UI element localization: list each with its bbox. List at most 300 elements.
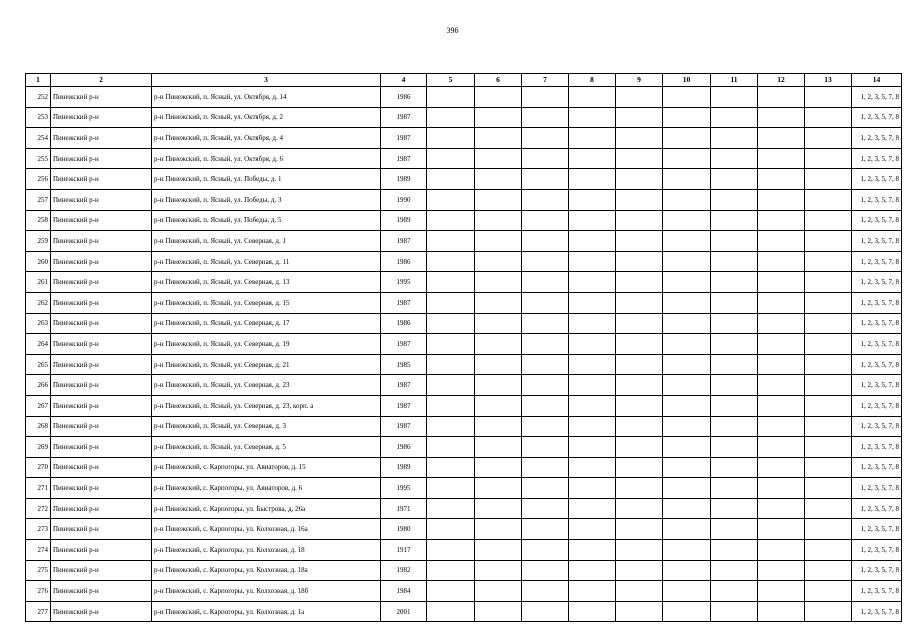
row-number-cell: 257 [26, 189, 51, 210]
empty-cell [427, 437, 475, 458]
empty-cell [758, 560, 805, 581]
empty-cell [475, 148, 522, 169]
address-cell: р-н Пинежский, с. Карпогоры, ул. Колхозная, д. 18а [152, 560, 381, 581]
empty-cell [427, 478, 475, 499]
empty-cell [427, 601, 475, 622]
table-row [26, 128, 902, 149]
empty-cell [758, 169, 805, 190]
empty-cell [569, 313, 616, 334]
row-number-cell: 266 [26, 375, 51, 396]
table-row [26, 169, 902, 190]
work-types-cell: 1, 2, 3, 5, 7, 8 [852, 313, 902, 334]
work-types-cell: 1, 2, 3, 5, 7, 8 [852, 375, 902, 396]
column-header: 2 [51, 74, 152, 87]
row-number-cell: 267 [26, 395, 51, 416]
empty-cell [427, 519, 475, 540]
row-number-cell: 263 [26, 313, 51, 334]
empty-cell [427, 560, 475, 581]
empty-cell [475, 354, 522, 375]
empty-cell [711, 107, 758, 128]
page-number: 396 [446, 26, 459, 35]
empty-cell [711, 560, 758, 581]
table-body [26, 87, 902, 622]
empty-cell [711, 189, 758, 210]
district-cell: Пинежский р-н [51, 601, 152, 622]
empty-cell [427, 498, 475, 519]
district-cell: Пинежский р-н [51, 540, 152, 561]
table-row [26, 210, 902, 231]
empty-cell [711, 148, 758, 169]
empty-cell [805, 519, 852, 540]
work-types-cell: 1, 2, 3, 5, 7, 8 [852, 457, 902, 478]
empty-cell [711, 601, 758, 622]
year-cell: 1987 [381, 107, 427, 128]
work-types-cell: 1, 2, 3, 5, 7, 8 [852, 231, 902, 252]
column-header: 10 [663, 74, 711, 87]
work-types-cell: 1, 2, 3, 5, 7, 8 [852, 148, 902, 169]
empty-cell [522, 169, 569, 190]
empty-cell [522, 375, 569, 396]
empty-cell [616, 601, 663, 622]
work-types-cell: 1, 2, 3, 5, 7, 8 [852, 354, 902, 375]
work-types-cell: 1, 2, 3, 5, 7, 8 [852, 272, 902, 293]
empty-cell [427, 292, 475, 313]
district-cell: Пинежский р-н [51, 210, 152, 231]
empty-cell [522, 292, 569, 313]
address-cell: р-н Пинежский, п. Ясный, ул. Октября, д. 6 [152, 148, 381, 169]
year-cell: 1986 [381, 87, 427, 108]
empty-cell [475, 601, 522, 622]
empty-cell [805, 478, 852, 499]
table-row [26, 416, 902, 437]
empty-cell [805, 437, 852, 458]
empty-cell [616, 292, 663, 313]
table-row [26, 457, 902, 478]
row-number-cell: 269 [26, 437, 51, 458]
empty-cell [663, 148, 711, 169]
empty-cell [711, 169, 758, 190]
empty-cell [663, 601, 711, 622]
table-row [26, 375, 902, 396]
empty-cell [663, 478, 711, 499]
empty-cell [427, 128, 475, 149]
empty-cell [616, 581, 663, 602]
address-cell: р-н Пинежский, с. Карпогоры, ул. Авиаторов, д. 6 [152, 478, 381, 499]
district-cell: Пинежский р-н [51, 478, 152, 499]
work-types-cell: 1, 2, 3, 5, 7, 8 [852, 478, 902, 499]
empty-cell [427, 416, 475, 437]
empty-cell [616, 87, 663, 108]
empty-cell [805, 313, 852, 334]
empty-cell [522, 107, 569, 128]
empty-cell [522, 272, 569, 293]
empty-cell [805, 334, 852, 355]
work-types-cell: 1, 2, 3, 5, 7, 8 [852, 334, 902, 355]
empty-cell [805, 107, 852, 128]
district-cell: Пинежский р-н [51, 519, 152, 540]
table-row [26, 87, 902, 108]
empty-cell [475, 416, 522, 437]
district-cell: Пинежский р-н [51, 169, 152, 190]
empty-cell [475, 457, 522, 478]
address-cell: р-н Пинежский, п. Ясный, ул. Северная, д. 11 [152, 251, 381, 272]
district-cell: Пинежский р-н [51, 292, 152, 313]
empty-cell [427, 334, 475, 355]
column-header: 12 [758, 74, 805, 87]
empty-cell [569, 148, 616, 169]
empty-cell [758, 416, 805, 437]
table-row [26, 581, 902, 602]
empty-cell [475, 581, 522, 602]
row-number-cell: 259 [26, 231, 51, 252]
empty-cell [569, 334, 616, 355]
empty-cell [475, 169, 522, 190]
row-number-cell: 272 [26, 498, 51, 519]
empty-cell [522, 334, 569, 355]
district-cell: Пинежский р-н [51, 498, 152, 519]
work-types-cell: 1, 2, 3, 5, 7, 8 [852, 540, 902, 561]
empty-cell [475, 231, 522, 252]
row-number-cell: 265 [26, 354, 51, 375]
empty-cell [522, 581, 569, 602]
empty-cell [427, 251, 475, 272]
empty-cell [711, 313, 758, 334]
empty-cell [616, 107, 663, 128]
empty-cell [522, 498, 569, 519]
empty-cell [758, 375, 805, 396]
empty-cell [569, 189, 616, 210]
empty-cell [663, 416, 711, 437]
work-types-cell: 1, 2, 3, 5, 7, 8 [852, 87, 902, 108]
work-types-cell: 1, 2, 3, 5, 7, 8 [852, 169, 902, 190]
empty-cell [475, 128, 522, 149]
header-row [26, 74, 902, 87]
empty-cell [711, 128, 758, 149]
row-number-cell: 262 [26, 292, 51, 313]
empty-cell [616, 498, 663, 519]
row-number-cell: 275 [26, 560, 51, 581]
year-cell: 1982 [381, 560, 427, 581]
empty-cell [805, 416, 852, 437]
empty-cell [616, 334, 663, 355]
address-cell: р-н Пинежский, п. Ясный, ул. Победы, д. 3 [152, 189, 381, 210]
empty-cell [663, 540, 711, 561]
empty-cell [758, 581, 805, 602]
district-cell: Пинежский р-н [51, 272, 152, 293]
empty-cell [758, 540, 805, 561]
address-cell: р-н Пинежский, п. Ясный, ул. Северная, д. 5 [152, 437, 381, 458]
empty-cell [475, 251, 522, 272]
empty-cell [569, 437, 616, 458]
empty-cell [569, 210, 616, 231]
empty-cell [663, 189, 711, 210]
empty-cell [427, 540, 475, 561]
district-cell: Пинежский р-н [51, 437, 152, 458]
year-cell: 1987 [381, 231, 427, 252]
district-cell: Пинежский р-н [51, 457, 152, 478]
empty-cell [616, 354, 663, 375]
empty-cell [663, 334, 711, 355]
empty-cell [522, 313, 569, 334]
district-cell: Пинежский р-н [51, 581, 152, 602]
empty-cell [475, 107, 522, 128]
year-cell: 1989 [381, 169, 427, 190]
address-cell: р-н Пинежский, с. Карпогоры, ул. Быстрова, д. 26а [152, 498, 381, 519]
empty-cell [805, 457, 852, 478]
empty-cell [663, 292, 711, 313]
empty-cell [616, 416, 663, 437]
empty-cell [805, 272, 852, 293]
empty-cell [522, 519, 569, 540]
address-cell: р-н Пинежский, с. Карпогоры, ул. Авиаторов, д. 15 [152, 457, 381, 478]
empty-cell [475, 560, 522, 581]
year-cell: 1987 [381, 334, 427, 355]
empty-cell [569, 498, 616, 519]
empty-cell [758, 457, 805, 478]
empty-cell [805, 87, 852, 108]
address-cell: р-н Пинежский, п. Ясный, ул. Победы, д. 5 [152, 210, 381, 231]
empty-cell [758, 272, 805, 293]
year-cell: 1987 [381, 395, 427, 416]
work-types-cell: 1, 2, 3, 5, 7, 8 [852, 107, 902, 128]
empty-cell [663, 560, 711, 581]
empty-cell [805, 292, 852, 313]
district-cell: Пинежский р-н [51, 395, 152, 416]
table-row [26, 601, 902, 622]
year-cell: 1987 [381, 128, 427, 149]
empty-cell [663, 519, 711, 540]
table-row [26, 334, 902, 355]
empty-cell [569, 231, 616, 252]
district-cell: Пинежский р-н [51, 107, 152, 128]
empty-cell [758, 478, 805, 499]
empty-cell [522, 601, 569, 622]
year-cell: 1987 [381, 375, 427, 396]
empty-cell [427, 189, 475, 210]
row-number-cell: 273 [26, 519, 51, 540]
empty-cell [663, 581, 711, 602]
work-types-cell: 1, 2, 3, 5, 7, 8 [852, 251, 902, 272]
column-header: 5 [427, 74, 475, 87]
empty-cell [758, 437, 805, 458]
empty-cell [711, 395, 758, 416]
empty-cell [522, 231, 569, 252]
empty-cell [711, 457, 758, 478]
empty-cell [711, 292, 758, 313]
empty-cell [711, 375, 758, 396]
table-row [26, 478, 902, 499]
empty-cell [758, 292, 805, 313]
empty-cell [427, 107, 475, 128]
empty-cell [427, 272, 475, 293]
empty-cell [663, 354, 711, 375]
district-cell: Пинежский р-н [51, 334, 152, 355]
row-number-cell: 253 [26, 107, 51, 128]
empty-cell [711, 437, 758, 458]
address-cell: р-н Пинежский, п. Ясный, ул. Победы, д. 1 [152, 169, 381, 190]
empty-cell [569, 601, 616, 622]
year-cell: 1987 [381, 416, 427, 437]
table-row [26, 560, 902, 581]
district-cell: Пинежский р-н [51, 128, 152, 149]
table-row [26, 148, 902, 169]
row-number-cell: 276 [26, 581, 51, 602]
column-header: 13 [805, 74, 852, 87]
empty-cell [475, 498, 522, 519]
district-cell: Пинежский р-н [51, 231, 152, 252]
column-header: 8 [569, 74, 616, 87]
empty-cell [569, 560, 616, 581]
year-cell: 1984 [381, 581, 427, 602]
empty-cell [569, 540, 616, 561]
address-cell: р-н Пинежский, п. Ясный, ул. Северная, д. 13 [152, 272, 381, 293]
empty-cell [805, 498, 852, 519]
empty-cell [427, 313, 475, 334]
empty-cell [758, 128, 805, 149]
empty-cell [758, 210, 805, 231]
work-types-cell: 1, 2, 3, 5, 7, 8 [852, 210, 902, 231]
empty-cell [711, 231, 758, 252]
empty-cell [522, 437, 569, 458]
empty-cell [711, 354, 758, 375]
empty-cell [663, 437, 711, 458]
empty-cell [569, 128, 616, 149]
address-cell: р-н Пинежский, п. Ясный, ул. Октября, д. 2 [152, 107, 381, 128]
column-header: 7 [522, 74, 569, 87]
empty-cell [616, 478, 663, 499]
empty-cell [616, 210, 663, 231]
register-table [25, 73, 902, 622]
work-types-cell: 1, 2, 3, 5, 7, 8 [852, 560, 902, 581]
empty-cell [569, 395, 616, 416]
empty-cell [569, 416, 616, 437]
empty-cell [663, 457, 711, 478]
empty-cell [758, 189, 805, 210]
empty-cell [569, 375, 616, 396]
row-number-cell: 261 [26, 272, 51, 293]
empty-cell [427, 375, 475, 396]
empty-cell [569, 519, 616, 540]
empty-cell [711, 272, 758, 293]
empty-cell [711, 334, 758, 355]
empty-cell [758, 334, 805, 355]
row-number-cell: 260 [26, 251, 51, 272]
address-cell: р-н Пинежский, п. Ясный, ул. Северная, д. 19 [152, 334, 381, 355]
empty-cell [427, 87, 475, 108]
empty-cell [758, 251, 805, 272]
empty-cell [475, 437, 522, 458]
empty-cell [663, 375, 711, 396]
work-types-cell: 1, 2, 3, 5, 7, 8 [852, 601, 902, 622]
empty-cell [616, 231, 663, 252]
district-cell: Пинежский р-н [51, 560, 152, 581]
column-header: 9 [616, 74, 663, 87]
column-header: 1 [26, 74, 51, 87]
empty-cell [663, 87, 711, 108]
year-cell: 1917 [381, 540, 427, 561]
empty-cell [522, 148, 569, 169]
address-cell: р-н Пинежский, п. Ясный, ул. Северная, д. 15 [152, 292, 381, 313]
empty-cell [663, 210, 711, 231]
empty-cell [475, 292, 522, 313]
empty-cell [758, 313, 805, 334]
empty-cell [569, 457, 616, 478]
empty-cell [475, 272, 522, 293]
empty-cell [616, 395, 663, 416]
empty-cell [569, 251, 616, 272]
year-cell: 1986 [381, 251, 427, 272]
empty-cell [569, 272, 616, 293]
empty-cell [475, 334, 522, 355]
empty-cell [522, 395, 569, 416]
address-cell: р-н Пинежский, п. Ясный, ул. Октября, д. 14 [152, 87, 381, 108]
district-cell: Пинежский р-н [51, 313, 152, 334]
empty-cell [616, 189, 663, 210]
table-row [26, 540, 902, 561]
empty-cell [569, 107, 616, 128]
empty-cell [758, 519, 805, 540]
column-header: 3 [152, 74, 381, 87]
empty-cell [475, 478, 522, 499]
empty-cell [569, 581, 616, 602]
row-number-cell: 277 [26, 601, 51, 622]
empty-cell [805, 560, 852, 581]
address-cell: р-н Пинежский, п. Ясный, ул. Северная, д. 17 [152, 313, 381, 334]
empty-cell [522, 87, 569, 108]
empty-cell [522, 210, 569, 231]
year-cell: 1989 [381, 457, 427, 478]
row-number-cell: 256 [26, 169, 51, 190]
district-cell: Пинежский р-н [51, 375, 152, 396]
empty-cell [427, 148, 475, 169]
empty-cell [522, 189, 569, 210]
address-cell: р-н Пинежский, п. Ясный, ул. Северная, д. 21 [152, 354, 381, 375]
year-cell: 1986 [381, 313, 427, 334]
empty-cell [522, 416, 569, 437]
empty-cell [616, 272, 663, 293]
table-row [26, 519, 902, 540]
column-header: 6 [475, 74, 522, 87]
table-row [26, 107, 902, 128]
table-row [26, 437, 902, 458]
empty-cell [569, 478, 616, 499]
year-cell: 1989 [381, 210, 427, 231]
district-cell: Пинежский р-н [51, 354, 152, 375]
empty-cell [616, 169, 663, 190]
empty-cell [805, 375, 852, 396]
empty-cell [616, 560, 663, 581]
empty-cell [427, 395, 475, 416]
empty-cell [758, 107, 805, 128]
address-cell: р-н Пинежский, с. Карпогоры, ул. Колхозная, д. 16а [152, 519, 381, 540]
empty-cell [427, 210, 475, 231]
empty-cell [663, 498, 711, 519]
empty-cell [711, 519, 758, 540]
empty-cell [805, 210, 852, 231]
empty-cell [569, 354, 616, 375]
empty-cell [663, 313, 711, 334]
year-cell: 1986 [381, 437, 427, 458]
year-cell: 1971 [381, 498, 427, 519]
empty-cell [758, 354, 805, 375]
address-cell: р-н Пинежский, с. Карпогоры, ул. Колхозная, д. 18б [152, 581, 381, 602]
empty-cell [522, 560, 569, 581]
empty-cell [805, 189, 852, 210]
empty-cell [522, 540, 569, 561]
empty-cell [427, 354, 475, 375]
empty-cell [805, 540, 852, 561]
district-cell: Пинежский р-н [51, 251, 152, 272]
